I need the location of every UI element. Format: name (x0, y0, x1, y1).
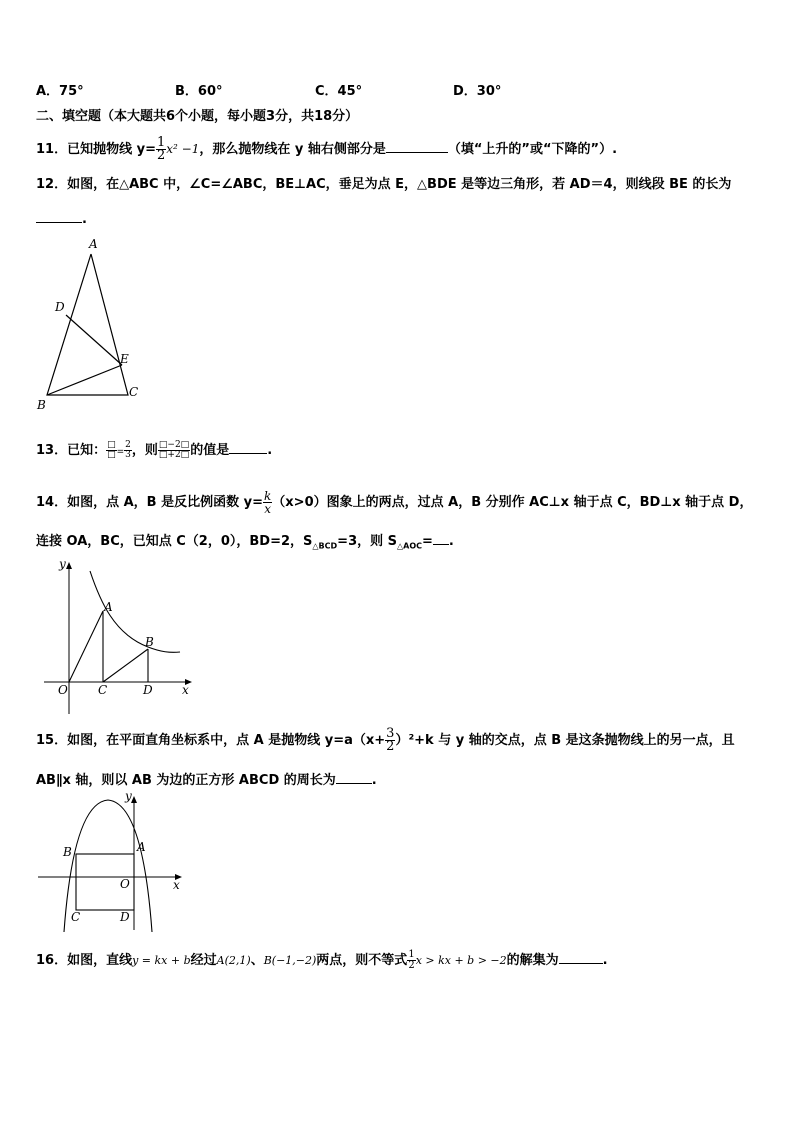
q15-frac-den: 2 (386, 739, 395, 754)
q11-frac-den: 2 (156, 148, 166, 163)
fig14-label-o: O (58, 683, 68, 697)
q15-text-1: 15．如图，在平面直角坐标系中，点 A 是抛物线 y=a（x+ (36, 733, 386, 748)
question-14 (36, 486, 752, 520)
q16-frac-num: 1 (408, 949, 415, 960)
question-11 (36, 132, 617, 167)
q11-answer-blank[interactable] (386, 140, 448, 153)
question-15-line2 (36, 771, 377, 789)
fig15-label-x: x (173, 878, 180, 892)
fig14-label-b: B (145, 635, 154, 649)
q11-text-2: ，那么抛物线在 y 轴右侧部分是 (199, 142, 386, 157)
q14-text-1: 14．如图，点 A，B 是反比例函数 y= (36, 495, 264, 510)
fig15-label-c: C (71, 910, 81, 924)
fig12-label-e: E (120, 352, 129, 366)
q16-inequality: x > kx + b > −2 (415, 954, 507, 967)
q13-answer-blank[interactable] (229, 441, 267, 454)
q16-frac-den: 2 (408, 960, 415, 971)
q13-b-den: 3 (125, 450, 131, 460)
q14-frac-num: k (264, 489, 272, 503)
fig14-label-c: C (98, 683, 108, 697)
q11-text-1: 11．已知抛物线 y= (36, 142, 156, 157)
q13-end: . (267, 443, 273, 458)
q14-sub1: △BCD (312, 541, 338, 551)
q13-c-num: □−2□ (158, 440, 190, 450)
fig14-label-y: y (59, 557, 66, 571)
q16-point-a: A(2,1) (216, 954, 251, 967)
q16-line-eq: y = kx + b (132, 954, 191, 967)
fig14-label-x: x (182, 683, 189, 697)
q11-frac-num: 1 (156, 135, 166, 150)
q16-text-3: 两点，则不等式 (316, 953, 408, 968)
question-14-line2 (36, 532, 454, 555)
q14-fraction (263, 490, 272, 515)
fig15-label-y: y (125, 790, 132, 803)
q16-sep: 、 (250, 953, 264, 968)
q13-a-num: □ (107, 440, 116, 450)
option-d: D．30° (453, 84, 502, 99)
q14-line2-c: = (422, 534, 433, 549)
q14-line2-a: 连接 OA，BC，已知点 C（2，0），BD=2，S (36, 534, 313, 549)
q15-line2: AB∥x 轴，则以 AB 为边的正方形 ABCD 的周长为 (36, 773, 336, 788)
fig15-label-o: O (120, 877, 130, 891)
q13-b-num: 2 (125, 440, 131, 450)
q14-end: . (448, 534, 454, 549)
q12-end: . (82, 212, 87, 227)
fig14-label-d: D (143, 683, 153, 697)
q14-sub2: △AOC (397, 541, 423, 551)
q16-point-b: B(−1,−2) (263, 954, 317, 967)
q15-answer-blank[interactable] (336, 771, 372, 784)
q13-text-1: 13．已知： (36, 443, 107, 458)
fig12-label-b: B (37, 398, 46, 412)
option-a: A．75° (36, 84, 84, 99)
fig15-label-b: B (63, 845, 72, 859)
question-15 (36, 724, 735, 758)
q14-text-2: （x>0）图象上的两点，过点 A，B 分别作 AC⊥x 轴于点 C，BD⊥x 轴于点 D， (272, 495, 753, 510)
q16-fraction (407, 950, 415, 971)
fig12-label-d: D (55, 300, 65, 314)
q13-frac-c (158, 441, 190, 460)
figure-15-parabola (36, 790, 186, 936)
q13-eq: = (116, 447, 125, 457)
q13-frac-a (106, 441, 117, 460)
question-12-line2 (36, 210, 87, 228)
q15-end: . (371, 773, 377, 788)
figure-14-graph (36, 556, 198, 718)
q15-fraction (385, 728, 395, 753)
q16-text-2: 经过 (190, 953, 217, 968)
question-16 (36, 946, 608, 976)
q14-answer-blank[interactable] (433, 532, 449, 545)
fig15-label-a: A (137, 840, 146, 854)
figure-12-triangle (32, 236, 147, 414)
q16-text-4: 的解集为 (506, 953, 559, 968)
q11-text-3: （填“上升的”或“下降的”）. (447, 142, 618, 157)
q13-c-den: □+2□ (158, 450, 190, 460)
question-12: 12．如图，在△ABC 中，∠C=∠ABC，BE⊥AC，垂足为点 E，△BDE 是等边三角形，若 AD＝4，则线段 BE 的长为 (36, 177, 732, 192)
q13-frac-b (124, 441, 132, 460)
q14-line2-b: =3，则 S (337, 534, 397, 549)
q13-text-2: ，则 (131, 443, 158, 458)
q16-end: . (602, 953, 608, 968)
q14-frac-den: x (264, 502, 272, 516)
question-13 (36, 440, 272, 463)
q11-expr: x² −1 (166, 142, 200, 156)
fig15-label-d: D (120, 910, 130, 924)
q13-a-den: □ (107, 450, 116, 460)
q12-answer-blank[interactable] (36, 210, 82, 223)
q15-text-2: ）²+k 与 y 轴的交点，点 B 是这条抛物线上的另一点，且 (395, 733, 735, 748)
fig12-label-a: A (89, 237, 98, 251)
fig12-label-c: C (129, 385, 139, 399)
option-c: C．45° (315, 84, 363, 99)
q16-text-1: 16．如图，直线 (36, 953, 133, 968)
q15-frac-num: 3 (386, 726, 395, 741)
q16-answer-blank[interactable] (559, 951, 603, 964)
option-b: B．60° (175, 84, 223, 99)
section-heading: 二、填空题（本大题共6个小题，每小题3分，共18分） (36, 109, 359, 124)
q11-fraction (156, 137, 166, 162)
fig14-label-a: A (104, 600, 113, 614)
q13-text-3: 的值是 (190, 443, 230, 458)
